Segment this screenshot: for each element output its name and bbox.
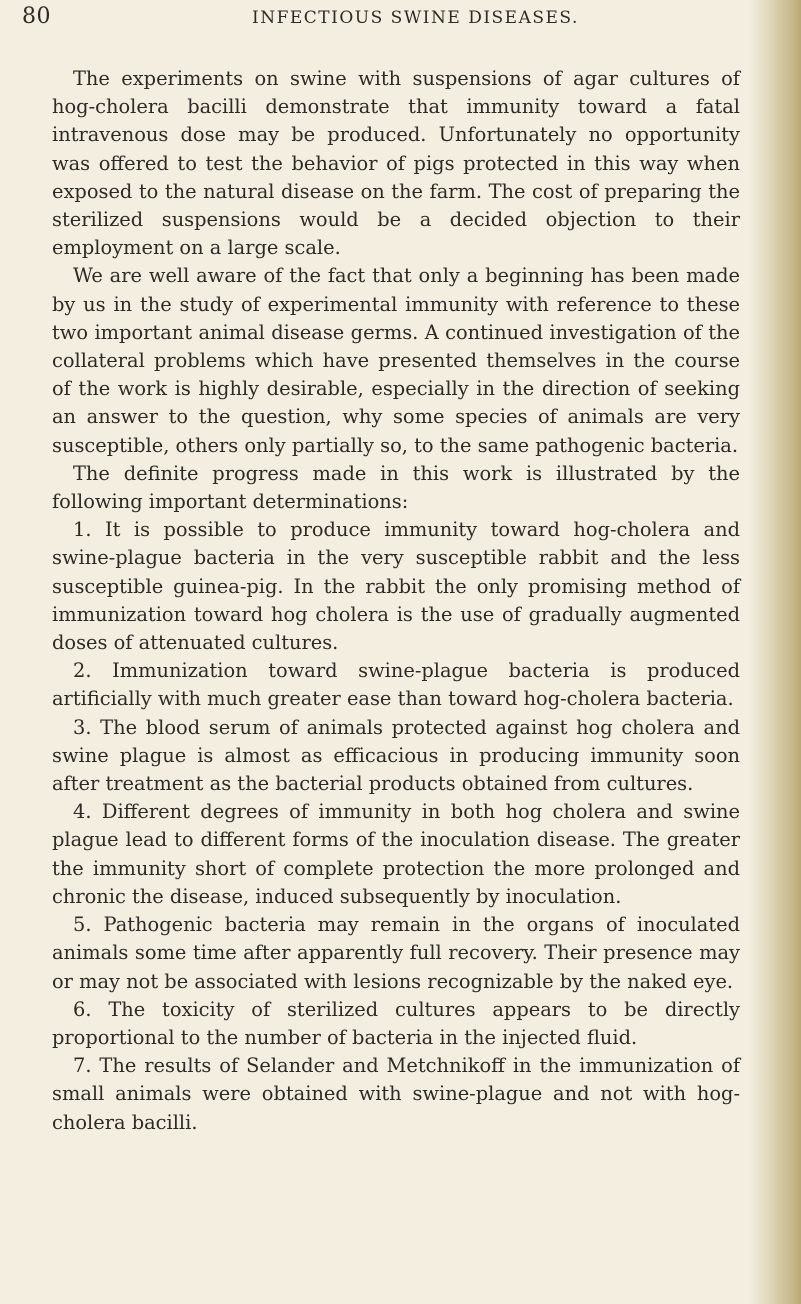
determination-item: 6. The toxicity of sterilized cultures appears to be directly proportional to the number of bacteria in the injected fluid. <box>52 997 740 1049</box>
page-number: 80 <box>22 4 51 29</box>
determination-item: 3. The blood serum of animals protected against hog cholera and swine plague is almost as efficacious in producing immunity soon after treatment as the bacterial products obtained from cultures. <box>52 715 740 796</box>
paragraph: We are well aware of the fact that only a beginning has been made by us in the study of experimental immunity with reference to these two important animal disease germs. A continued investigation of the collateral problems which have presented themselves in the course of the work is highly desirable, especially in the direction of seeking an answer to the question, why some species of animals are very susceptible, others only partially so, to the same pathogenic bacteria. <box>52 264 740 457</box>
determination-item: 4. Different degrees of immunity in both hog cholera and swine plague lead to different forms of the inoculation disease. The greater the immunity short of complete protection the more prolonged and chronic the disease, induced subsequently by inoculation. <box>52 800 740 908</box>
running-title: INFECTIOUS SWINE DISEASES. <box>252 8 579 28</box>
paragraph: The experiments on swine with suspensions of agar cultures of hog-cholera bacilli demonstrate that immunity toward a fatal intravenous dose may be produced. Unfortunately no opportunity was offered to test the behavior of pigs protected in this way when exposed to the natural disease on the farm. The cost of preparing the sterilized suspensions would be a decided objection to their employment on a large scale. <box>52 67 740 260</box>
determination-item: 7. The results of Selander and Metchnikoff in the immunization of small animals were obtained with swine-plague and not with hog-cholera bacilli. <box>52 1054 740 1134</box>
page-header <box>22 4 742 38</box>
paragraph: The definite progress made in this work is illustrated by the following important determinations: <box>52 461 740 514</box>
determination-item: 5. Pathogenic bacteria may remain in the organs of inoculated animals some time after apparently full recovery. Their presence may or may not be associated with lesions recognizable by the naked eye. <box>52 913 740 993</box>
page-edge-shadow <box>749 0 801 1304</box>
determination-item: 1. It is possible to produce immunity toward hog-cholera and swine-plague bacteria in the very susceptible rabbit and the less susceptible guinea-pig. In the rabbit the only promising method of immunization toward hog cholera is the use of gradually augmented doses of attenuated cultures. <box>52 518 740 655</box>
body-text <box>52 65 740 1137</box>
determination-item: 2. Immunization toward swine-plague bacteria is produced artificially with much greater ease than toward hog-cholera bacteria. <box>52 659 740 711</box>
